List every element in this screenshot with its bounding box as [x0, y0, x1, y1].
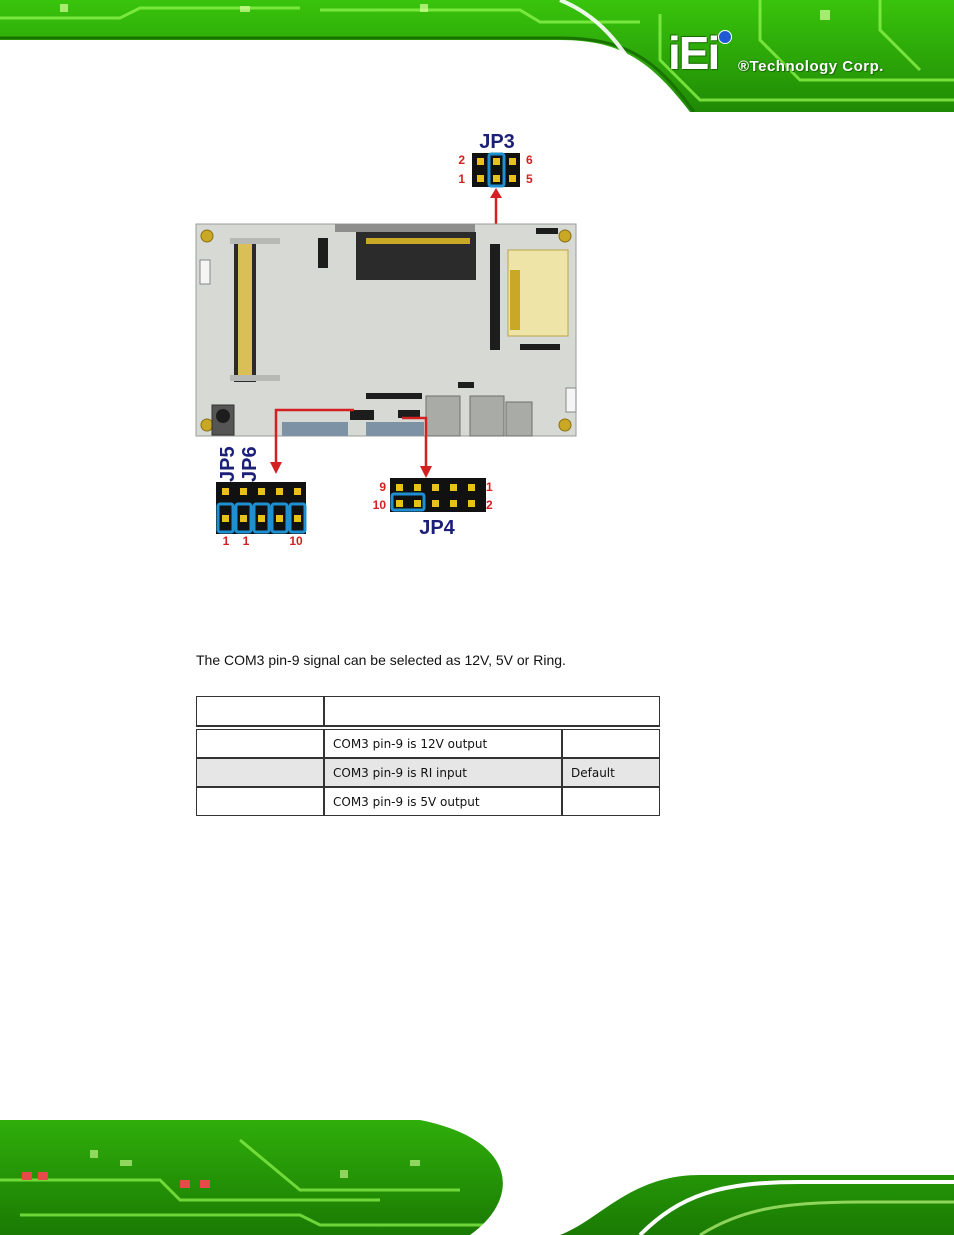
- description-cell: COM3 pin-9 is 5V output: [324, 787, 562, 816]
- setting-cell: [196, 787, 324, 816]
- board-jumper-figure: [190, 120, 590, 550]
- note-cell: [562, 729, 660, 758]
- note-cell: Default: [562, 758, 660, 787]
- jp4-pin-1: 1: [486, 480, 493, 494]
- jp4-label: JP4: [419, 517, 455, 539]
- jp6-pin-10: 10: [289, 534, 303, 548]
- logo-text: ®Technology Corp.: [738, 58, 884, 75]
- table-row: [196, 729, 660, 758]
- jp3-label: JP3: [479, 131, 515, 153]
- description-cell: COM3 pin-9 is 12V output: [324, 729, 562, 758]
- table-header-row: [196, 696, 660, 727]
- jp4-pin-2: 2: [486, 498, 493, 512]
- board-image: [196, 224, 576, 436]
- jp6-label: JP6: [239, 446, 261, 482]
- company-logo: [668, 28, 938, 88]
- table-row: [196, 758, 660, 787]
- jp3-pin-5: 5: [526, 172, 533, 186]
- jp4-pin-9: 9: [379, 480, 386, 494]
- body-paragraph: The COM3 pin-9 signal can be selected as 12V, 5V or Ring.: [196, 652, 566, 668]
- header-cell-setting: [196, 696, 324, 727]
- jp3-pin-6: 6: [526, 153, 533, 167]
- logo-mark: iEi: [668, 27, 719, 79]
- jp5-label: JP5: [217, 446, 239, 482]
- setting-cell: [196, 758, 324, 787]
- footer-circuit-banner: [0, 1120, 954, 1235]
- jp3-pin-2: 2: [458, 153, 465, 167]
- note-cell: [562, 787, 660, 816]
- header-cell-description: [324, 696, 660, 727]
- table-row: [196, 787, 660, 816]
- jp4-pin-10: 10: [372, 498, 386, 512]
- jp3-pin-1: 1: [458, 172, 465, 186]
- jp5-pin-1: 1: [222, 534, 230, 548]
- jumper-settings-table: [196, 696, 660, 816]
- logo-dot-icon: [718, 30, 732, 44]
- setting-cell: [196, 729, 324, 758]
- description-cell: COM3 pin-9 is RI input: [324, 758, 562, 787]
- jp6-pin-1: 1: [242, 534, 250, 548]
